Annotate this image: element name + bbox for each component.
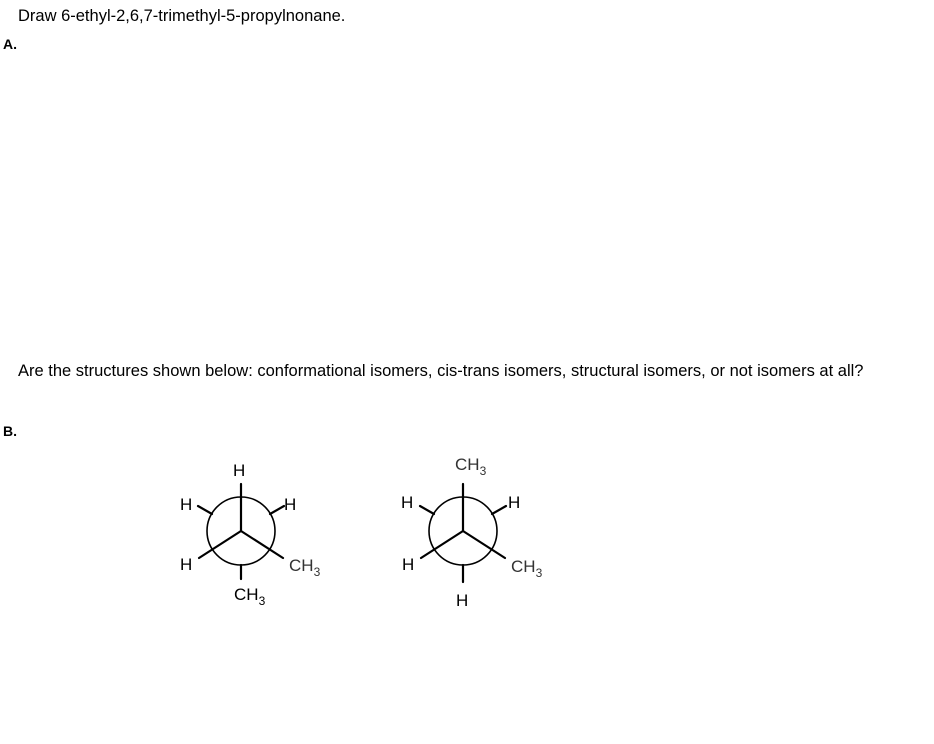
newman-right-back-upper-left-atom: H: [401, 493, 414, 512]
newman-right-bond-front-lower-right: [463, 531, 505, 558]
newman-left-back-upper-left-atom: H: [180, 495, 193, 514]
newman-right-back-upper-right-atom: H: [508, 493, 521, 512]
newman-left-back-upper-right-atom: H: [284, 495, 297, 514]
newman-right-bond-front-lower-left: [421, 531, 463, 558]
newman-left-bond-back-upper-right: [270, 506, 284, 514]
newman-left-bond-front-lower-left: [199, 531, 241, 558]
newman-right-front-top-group: $CH_3$: [455, 455, 487, 478]
question-a-text: Draw 6-ethyl-2,6,7-trimethyl-5-propylnonane.: [18, 7, 346, 25]
newman-left-front-lower-right-group: $CH_3$: [289, 556, 321, 579]
newman-right-front-lower-right-group: $CH_3$: [511, 557, 543, 580]
newman-right-bond-back-upper-left: [420, 506, 434, 514]
newman-right-front-lower-left-atom: H: [402, 555, 415, 574]
newman-left-bond-back-upper-left: [198, 506, 212, 514]
newman-left-bond-front-lower-right: [241, 531, 283, 558]
newman-left-back-bottom-group: $CH_3$: [234, 585, 266, 608]
newman-right-bond-back-upper-right: [492, 506, 506, 514]
newman-projection-left: [180, 461, 321, 608]
newman-projection-right: [401, 455, 543, 610]
newman-left-front-top-atom: H: [233, 461, 246, 480]
question-b-text: Are the structures shown below: conformational isomers, cis-trans isomers, structural isomers, or not isomers at all?: [18, 362, 864, 380]
part-b-label: B.: [3, 423, 17, 439]
newman-right-back-bottom-atom: H: [456, 591, 469, 610]
newman-left-front-lower-left-atom: H: [180, 555, 193, 574]
part-a-label: A.: [3, 36, 17, 52]
